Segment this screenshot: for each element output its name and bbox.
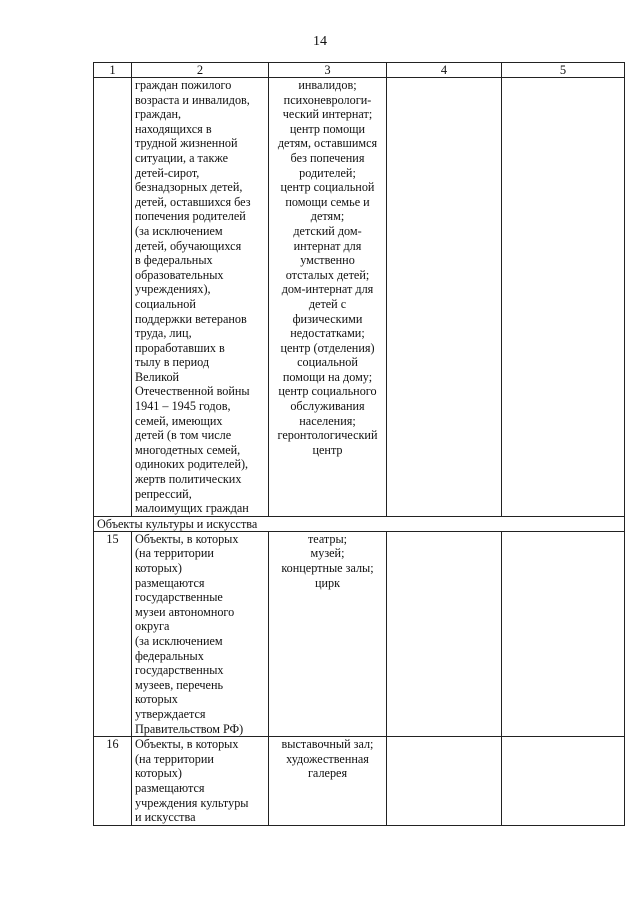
text-line: которых) xyxy=(135,766,182,781)
objects-table xyxy=(93,62,625,826)
text-line: многодетных семей, xyxy=(135,442,241,457)
text-line: в федеральных xyxy=(135,253,213,268)
text-line: родителей; xyxy=(299,165,356,180)
text-line: 1941 – 1945 годов, xyxy=(135,399,231,414)
text-line: которых xyxy=(135,692,178,707)
object-types-lines xyxy=(272,532,383,590)
text-line: труда, лиц, xyxy=(135,326,192,341)
text-line: детей (в том числе xyxy=(135,428,232,443)
text-line: (на территории xyxy=(135,751,214,766)
table-header-row xyxy=(94,63,625,78)
text-line: граждан, xyxy=(135,107,182,122)
object-types-cell xyxy=(269,737,387,826)
section-title: Объекты культуры и искусства xyxy=(94,516,625,531)
text-line: художественная xyxy=(286,751,369,766)
text-line: репрессий, xyxy=(135,486,192,501)
text-line: центр социальной xyxy=(280,180,375,195)
column-4-cell xyxy=(387,737,502,826)
text-line: Великой xyxy=(135,369,180,384)
text-line: малоимущих граждан xyxy=(135,501,249,516)
table-row-15 xyxy=(94,531,625,736)
text-line: Объекты, в которых xyxy=(135,737,239,752)
object-types-cell xyxy=(269,78,387,517)
table-row-continuation xyxy=(94,78,625,517)
text-line: интернат для xyxy=(293,238,362,253)
row-number: 16 xyxy=(94,737,132,826)
text-line: отсталых детей; xyxy=(285,267,370,282)
object-description-cell xyxy=(132,531,269,736)
table-row-16 xyxy=(94,737,625,826)
text-line: детей, оставшихся без xyxy=(135,194,251,209)
text-line: геронтологический xyxy=(277,428,378,443)
text-line: тылу в период xyxy=(135,355,210,370)
object-description-lines xyxy=(135,737,265,825)
text-line: поддержки ветеранов xyxy=(135,311,247,326)
text-line: учреждения культуры xyxy=(135,795,249,810)
text-line: центр xyxy=(312,442,343,457)
object-description-lines xyxy=(135,532,265,736)
column-4-cell xyxy=(387,78,502,517)
text-line: инвалидов; xyxy=(298,78,357,92)
text-line: музей; xyxy=(310,546,345,561)
text-line: умственно xyxy=(300,253,355,268)
text-line: попечения родителей xyxy=(135,209,246,224)
text-line: социальной xyxy=(297,355,358,370)
text-line: Правительством РФ) xyxy=(135,721,244,736)
text-line: детям, оставшимся xyxy=(277,136,378,151)
page-number: 14 xyxy=(313,34,327,49)
text-line: которых) xyxy=(135,561,182,575)
text-line: Объекты, в которых xyxy=(135,531,239,546)
text-line: детям; xyxy=(310,209,345,224)
text-line: социальной xyxy=(135,296,196,311)
text-line: Отечественной войны xyxy=(135,384,250,399)
text-line: размещаются xyxy=(135,780,205,795)
text-line: (за исключением xyxy=(135,223,223,238)
text-line: одиноких родителей), xyxy=(135,457,249,472)
text-line: недостатками; xyxy=(290,326,365,341)
text-line: учреждениях), xyxy=(135,282,211,297)
text-line: размещаются xyxy=(135,575,205,590)
text-line: жертв политических xyxy=(135,472,242,487)
text-line: и искусства xyxy=(135,810,196,825)
text-line: выставочный зал; xyxy=(281,737,374,752)
text-line: безнадзорных детей, xyxy=(135,180,243,195)
text-line: психоневрологи- xyxy=(283,92,372,107)
text-line: проработавших в xyxy=(135,340,225,355)
column-5-cell xyxy=(502,78,625,517)
object-types-lines xyxy=(272,78,383,457)
text-line: театры; xyxy=(307,531,348,546)
text-line: галерея xyxy=(307,766,348,781)
section-row xyxy=(94,516,625,531)
text-line: образовательных xyxy=(135,267,224,282)
text-line: населения; xyxy=(299,413,356,428)
object-types-lines xyxy=(272,737,383,781)
text-line: ческий интернат; xyxy=(282,107,373,122)
text-line: утверждается xyxy=(135,706,206,721)
header-col-2: 2 xyxy=(132,63,269,78)
text-line: концертные залы; xyxy=(281,561,374,575)
text-line: государственные xyxy=(135,590,223,605)
object-types-cell xyxy=(269,531,387,736)
text-line: детей, обучающихся xyxy=(135,238,242,253)
object-description-cell xyxy=(132,737,269,826)
text-line: физическими xyxy=(292,311,363,326)
header-col-5: 5 xyxy=(502,63,625,78)
row-number-cell xyxy=(94,78,132,517)
text-line: округа xyxy=(135,619,170,634)
text-line: музеев, перечень xyxy=(135,677,224,692)
text-line: граждан пожилого xyxy=(135,78,232,92)
text-line: музеи автономного xyxy=(135,604,235,619)
column-4-cell xyxy=(387,531,502,736)
text-line: (на территории xyxy=(135,546,214,561)
text-line: помощи на дому; xyxy=(282,369,373,384)
column-5-cell xyxy=(502,737,625,826)
text-line: помощи семье и xyxy=(285,194,370,209)
text-line: детский дом- xyxy=(293,223,362,238)
text-line: цирк xyxy=(314,575,341,590)
text-line: дом-интернат для xyxy=(281,282,374,297)
text-line: ситуации, а также xyxy=(135,150,229,165)
header-col-1: 1 xyxy=(94,63,132,78)
text-line: семей, имеющих xyxy=(135,413,223,428)
header-col-4: 4 xyxy=(387,63,502,78)
text-line: находящихся в xyxy=(135,121,212,136)
text-line: центр (отделения) xyxy=(280,340,375,355)
text-line: федеральных xyxy=(135,648,204,663)
text-line: детей-сирот, xyxy=(135,165,200,180)
text-line: трудной жизненной xyxy=(135,136,238,151)
text-line: центр социального xyxy=(278,384,377,399)
text-line: центр помощи xyxy=(289,121,366,136)
text-line: возраста и инвалидов, xyxy=(135,92,250,107)
text-line: обслуживания xyxy=(290,399,365,414)
column-5-cell xyxy=(502,531,625,736)
row-number: 15 xyxy=(94,531,132,736)
object-description-cell xyxy=(132,78,269,517)
text-line: детей с xyxy=(308,296,347,311)
text-line: без попечения xyxy=(290,150,365,165)
text-line: (за исключением xyxy=(135,633,223,648)
text-line: государственных xyxy=(135,663,224,678)
header-col-3: 3 xyxy=(269,63,387,78)
object-description-lines xyxy=(135,78,265,516)
